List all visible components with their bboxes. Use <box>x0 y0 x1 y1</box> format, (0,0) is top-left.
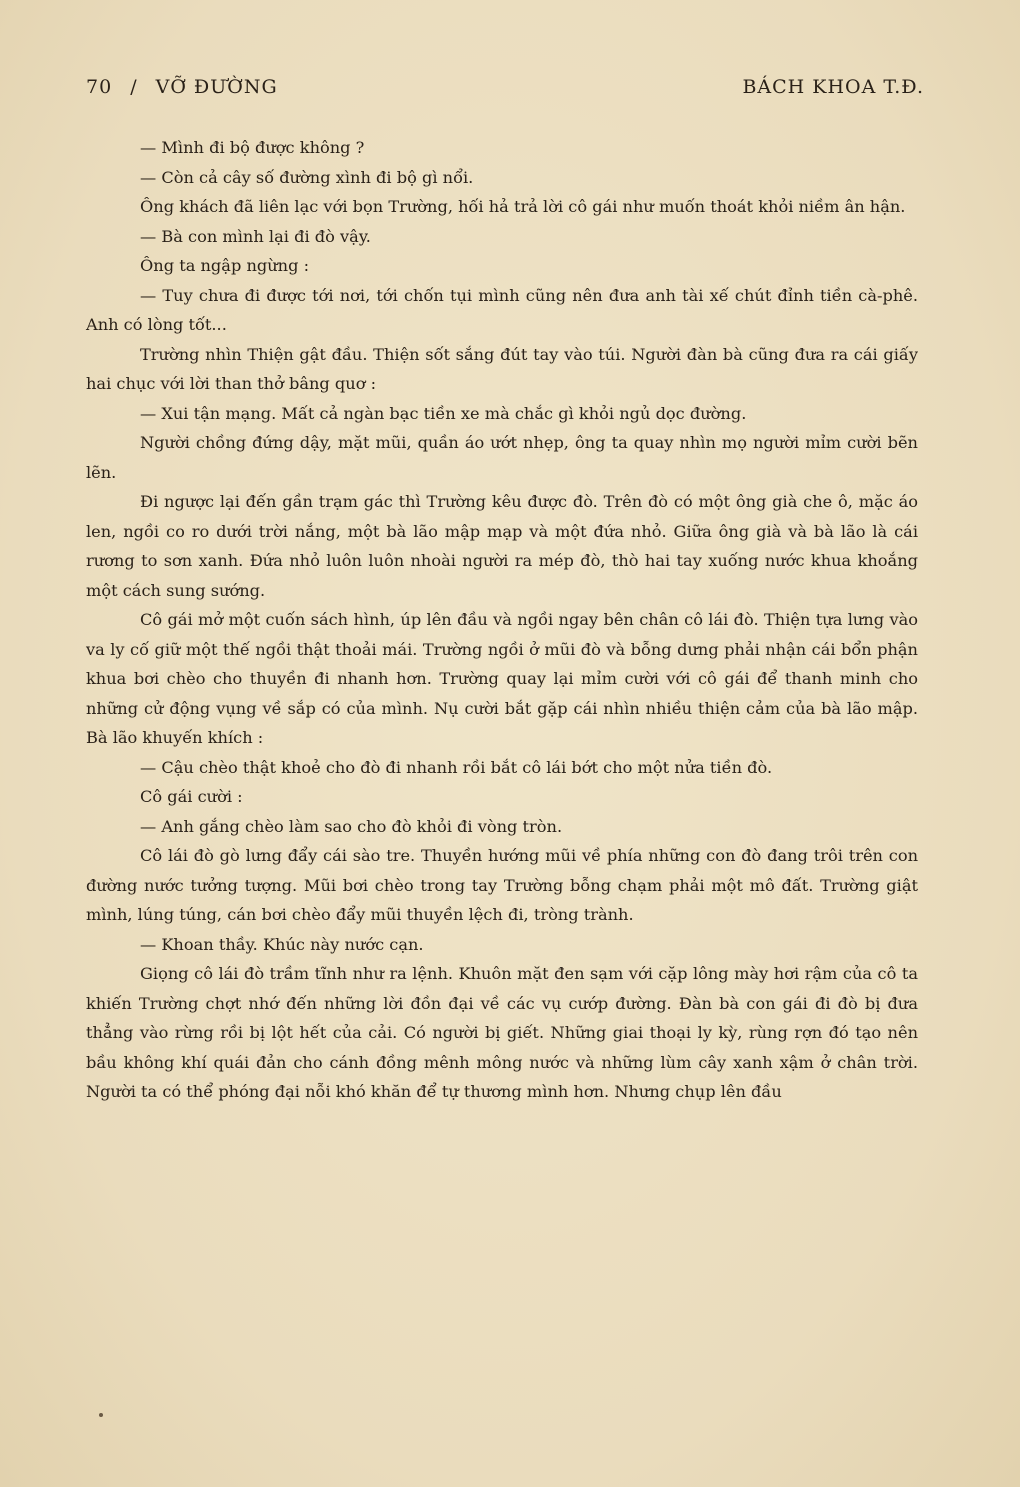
paragraph: — Anh gắng chèo làm sao cho đò khỏi đi vòng tròn. <box>140 816 563 836</box>
paragraph: Trường nhìn Thiện gật đầu. Thiện sốt sắng đút tay vào túi. Người đàn bà cũng đưa ra cái giấy hai chục với lời than thở bâng quơ : <box>86 344 918 393</box>
paragraph: Người chồng đứng dậy, mặt mũi, quần áo ướt nhẹp, ông ta quay nhìn mọ người mỉm cười bẽn lẽn. <box>86 433 918 482</box>
header-separator: / <box>130 76 138 98</box>
body-text <box>86 133 918 1107</box>
paragraph: Giọng cô lái đò trầm tĩnh như ra lệnh. Khuôn mặt đen sạm với cặp lông mày hơi rậm của cô ta khiến Trường chợt nhớ đến những lời đồn đại về các vụ cướp đường. Đàn bà con gái đi đò bị đưa thẳng vào rừng rồi bị lột hết của cải. Có người bị giết. Những giai thoại ly kỳ, rùng rợn đó tạo nên bầu không khí quái đản cho cánh đồng mênh mông nước và những lùm cây xanh xậm ở chân trời. Người ta có thể phóng đại nỗi khó khăn để tự thương mình hơn. Nhưng chụp lên đầu <box>86 964 918 1101</box>
paragraph: — Còn cả cây số đường xình đi bộ gì nổi. <box>140 167 474 187</box>
paragraph: Cô gái cười : <box>140 787 243 806</box>
paragraph: Cô lái đò gò lưng đẩy cái sào tre. Thuyền hướng mũi về phía những con đò đang trôi trên con đường nước tưởng tượng. Mũi bơi chèo trong tay Trường bỗng chạm phải một mô đất. Trường giật mình, lúng túng, cán bơi chèo đẩy mũi thuyền lệch đi, tròng trành. <box>86 846 918 924</box>
paragraph: — Khoan thầy. Khúc này nước cạn. <box>140 934 424 954</box>
paragraph: Ông ta ngập ngừng : <box>140 256 310 275</box>
page-header <box>86 76 924 106</box>
ink-speck <box>99 1413 103 1417</box>
paragraph: Đi ngược lại đến gần trạm gác thì Trường kêu được đò. Trên đò có một ông già che ô, mặc áo len, ngồi co ro dưới trời nắng, một bà lão mập mạp và một đứa nhỏ. Giữa ông già và bà lão là cái rương to sơn xanh. Đứa nhỏ luôn luôn nhoài người ra mép đò, thò hai tay xuống nước khua khoắng một cách sung sướng. <box>86 492 918 600</box>
header-left <box>86 76 278 98</box>
paragraph: — Mình đi bộ được không ? <box>140 138 365 157</box>
paragraph: — Bà con mình lại đi đò vậy. <box>140 226 371 246</box>
paragraph: Ông khách đã liên lạc với bọn Trường, hối hả trả lời cô gái như muốn thoát khỏi niềm ân hận. <box>140 197 906 216</box>
paragraph: Cô gái mở một cuốn sách hình, úp lên đầu và ngồi ngay bên chân cô lái đò. Thiện tựa lưng vào va ly cố giữ một thế ngồi thật thoải mái. Trường ngồi ở mũi đò và bỗng dưng phải nhận cái bổn phận khua bơi chèo cho thuyền đi nhanh hơn. Trường quay lại mỉm cười với cô gái để thanh minh cho những cử động vụng về sắp có của mình. Nụ cười bắt gặp cái nhìn nhiều thiện cảm của bà lão mập. Bà lão khuyến khích : <box>86 610 918 747</box>
section-title: VỠ ĐƯỜNG <box>155 76 278 98</box>
paragraph: — Cậu chèo thật khoẻ cho đò đi nhanh rồi bắt cô lái bớt cho một nửa tiền đò. <box>140 757 773 777</box>
paragraph: — Xui tận mạng. Mất cả ngàn bạc tiền xe mà chắc gì khỏi ngủ dọc đường. <box>140 403 747 423</box>
page-number: 70 <box>86 76 113 98</box>
publication-name: BÁCH KHOA T.Đ. <box>742 76 924 98</box>
paragraph: — Tuy chưa đi được tới nơi, tới chốn tụi mình cũng nên đưa anh tài xế chút đỉnh tiền cà-phê. Anh có lòng tốt... <box>86 285 918 334</box>
